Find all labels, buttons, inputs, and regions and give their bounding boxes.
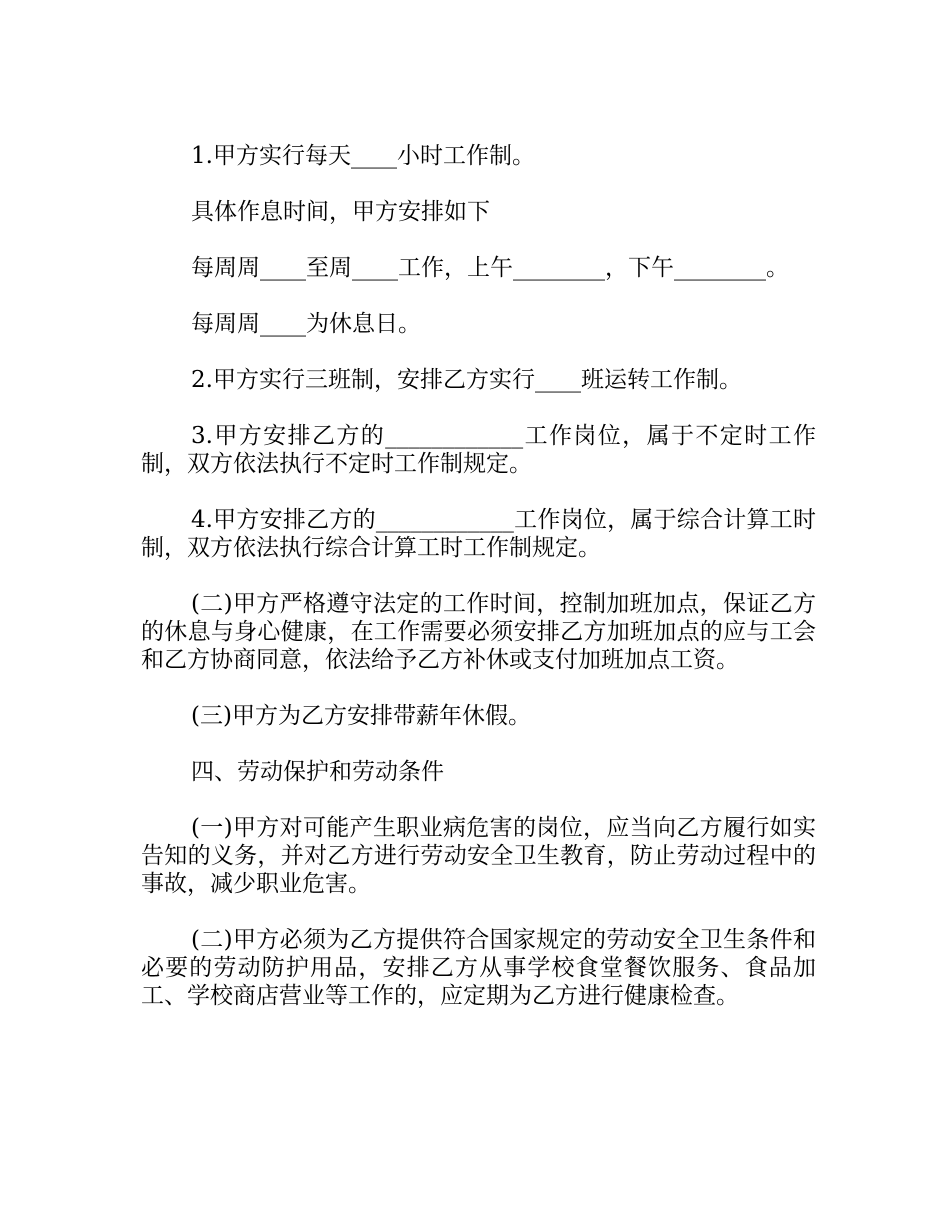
paragraph-schedule-intro: 具体作息时间，甲方安排如下 [191, 199, 490, 225]
paragraph-paid-leave: (三)甲方为乙方安排带薪年休假。 [191, 703, 531, 729]
paragraph-work-hours: 1.甲方实行每天____小时工作制。 [191, 143, 535, 169]
paragraph-shift-system: 2.甲方实行三班制，安排乙方实行____班运转工作制。 [191, 367, 742, 393]
paragraph-comprehensive-hours: 4.甲方安排乙方的____________工作岗位，属于综合计算工时制，双方依法执行综合计算工时工作制规定。 [141, 507, 816, 561]
document-body [141, 142, 816, 1038]
paragraph-rest-day: 每周周____为休息日。 [191, 311, 421, 337]
paragraph-flexible-hours: 3.甲方安排乙方的____________工作岗位，属于不定时工作制，双方依法执行不定时工作制规定。 [141, 423, 816, 477]
paragraph-weekly-schedule: 每周周____至周____工作，上午________，下午________。 [191, 255, 789, 281]
paragraph-overtime: (二)甲方严格遵守法定的工作时间，控制加班加点，保证乙方的休息与身心健康，在工作需要必须安排乙方加班加点的应与工会和乙方协商同意，依法给予乙方补休或支付加班加点工资。 [141, 591, 816, 673]
paragraph-occupational-hazard: (一)甲方对可能产生职业病危害的岗位，应当向乙方履行如实告知的义务，并对乙方进行劳动安全卫生教育，防止劳动过程中的事故，减少职业危害。 [141, 815, 816, 897]
paragraph-safety-conditions: (二)甲方必须为乙方提供符合国家规定的劳动安全卫生条件和必要的劳动防护用品，安排乙方从事学校食堂餐饮服务、食品加工、学校商店营业等工作的，应定期为乙方进行健康检查。 [141, 927, 816, 1009]
section-heading-labor-protection: 四、劳动保护和劳动条件 [191, 759, 444, 785]
